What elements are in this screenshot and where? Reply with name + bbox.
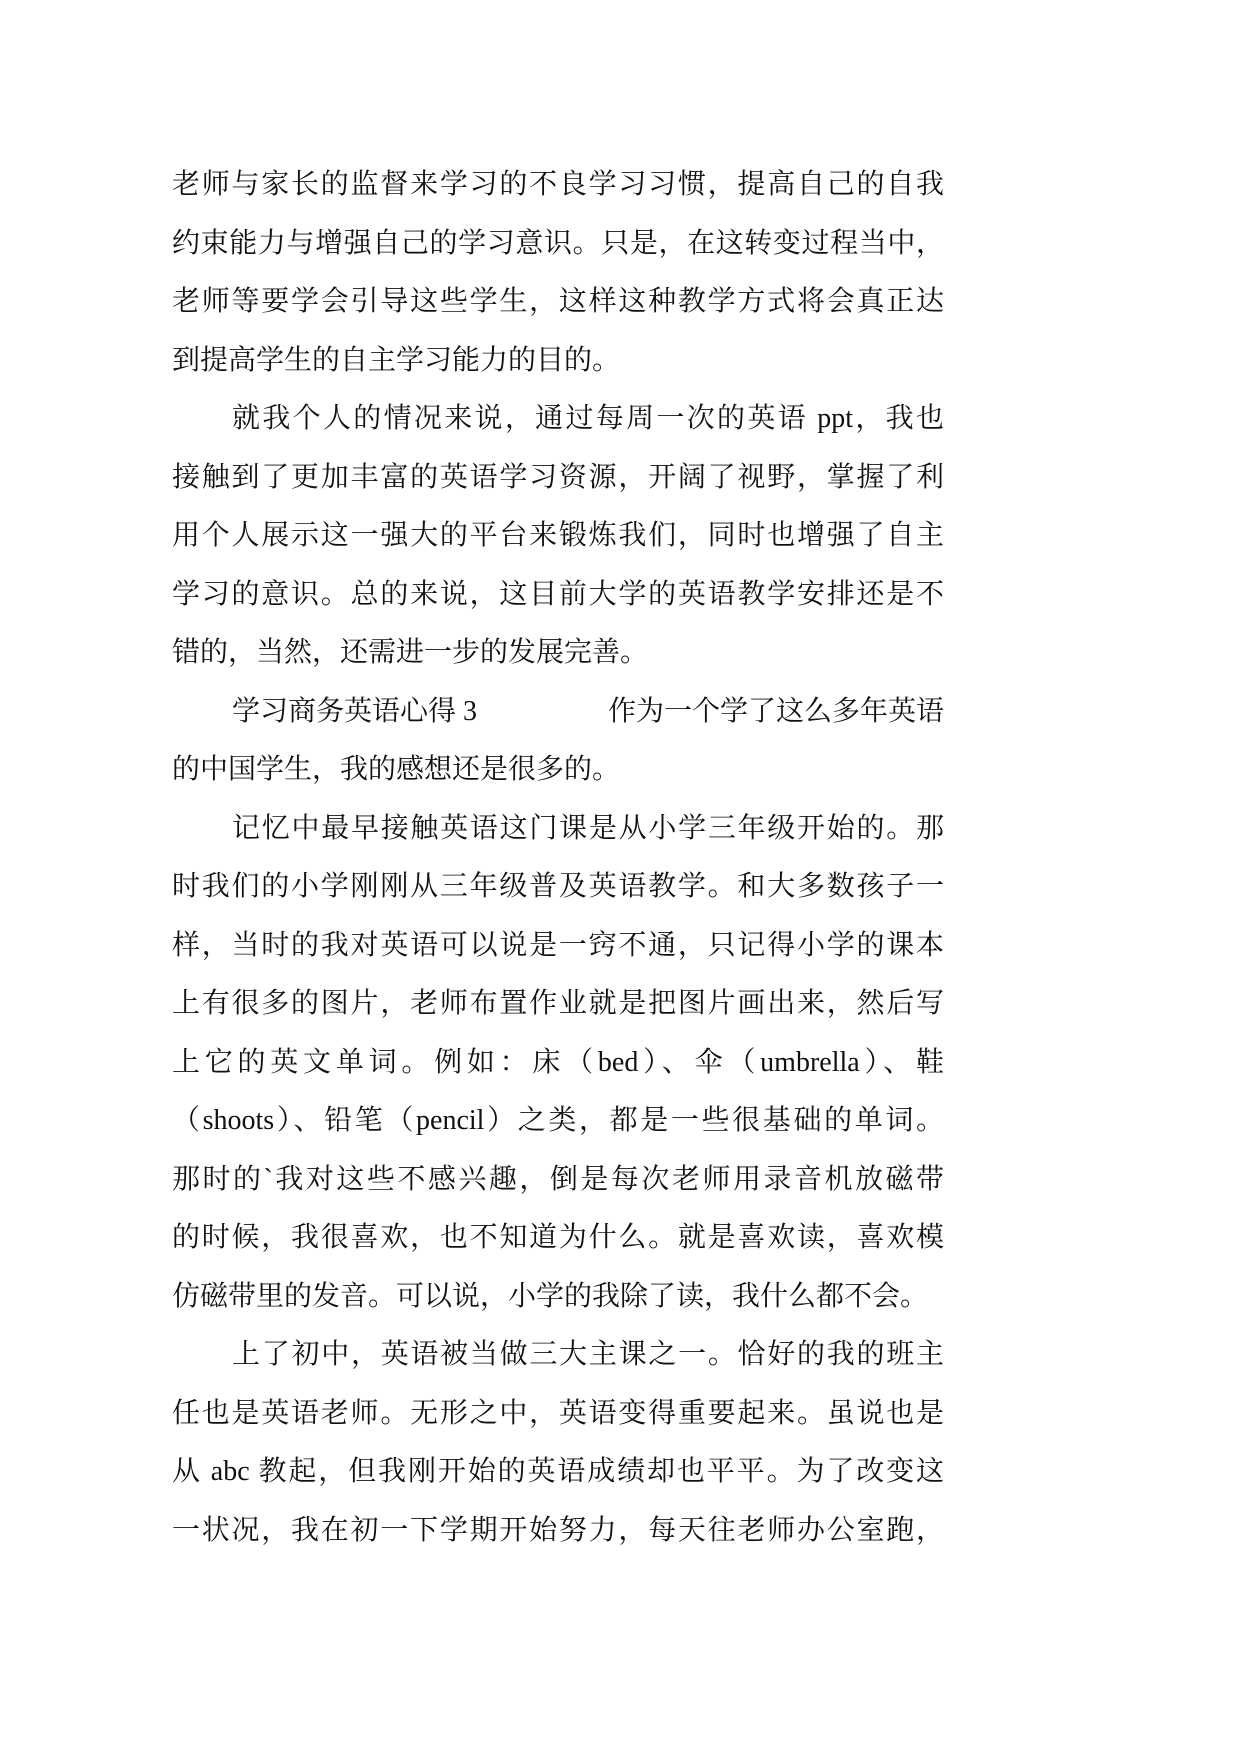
paragraph xyxy=(172,1326,944,1560)
text-line: 学习的意识。总的来说，这目前大学的英语教学安排还是不 xyxy=(172,578,944,610)
text-line: 那时的`我对这些不感兴趣，倒是每次老师用录音机放磁带 xyxy=(172,1163,944,1195)
text-line: 的中国学生，我的感想还是很多的。 xyxy=(172,754,621,785)
text-line: 到提高学生的自主学习能力的目的。 xyxy=(172,344,621,376)
text-line: 从 abc 教起，但我刚开始的英语成绩却也平平。为了改变这 xyxy=(172,1456,944,1487)
text-line: 记忆中最早接触英语这门课是从小学三年级开始的。那 xyxy=(232,812,944,844)
text-line: 样，当时的我对英语可以说是一窍不通，只记得小学的课本 xyxy=(172,929,944,961)
text-line: 错的，当然，还需进一步的发展完善。 xyxy=(172,637,649,668)
text-line: 时我们的小学刚刚从三年级普及英语教学。和大多数孩子一 xyxy=(172,871,944,902)
text-line: 接触到了更加丰富的英语学习资源，开阔了视野，掌握了利 xyxy=(172,461,944,493)
paragraph xyxy=(172,156,944,390)
text-line: 用个人展示这一强大的平台来锻炼我们，同时也增强了自主 xyxy=(172,520,944,551)
document-page xyxy=(172,156,944,1560)
text-line: 仿磁带里的发音。可以说，小学的我除了读，我什么都不会。 xyxy=(172,1280,929,1312)
text-line: 上有很多的图片，老师布置作业就是把图片画出来，然后写 xyxy=(172,988,944,1019)
text-line: （shoots）、铅笔（pencil）之类，都是一些很基础的单词。 xyxy=(172,1105,944,1136)
text-line: 约束能力与增强自己的学习意识。只是，在这转变过程当中， xyxy=(172,227,944,259)
text-line: 的时候，我很喜欢，也不知道为什么。就是喜欢读，喜欢模 xyxy=(172,1222,944,1253)
text-line: 就我个人的情况来说，通过每周一次的英语 ppt，我也 xyxy=(232,403,944,434)
text-line: 上了初中，英语被当做三大主课之一。恰好的我的班主 xyxy=(232,1339,944,1370)
paragraph xyxy=(172,390,944,683)
text-line-segment: 作为一个学了这么多年英语 xyxy=(607,695,944,727)
text-line: 老师与家长的监督来学习的不良学习习惯，提高自己的自我 xyxy=(172,169,944,200)
section-title: 学习商务英语心得 3 xyxy=(232,695,478,727)
text-line: 上它的英文单词。例如：床（bed）、伞（umbrella）、鞋 xyxy=(172,1046,944,1078)
paragraph xyxy=(172,800,944,1327)
text-line: 任也是英语老师。无形之中，英语变得重要起来。虽说也是 xyxy=(172,1397,944,1429)
text-line xyxy=(172,683,944,742)
text-line: 老师等要学会引导这些学生，这样这种教学方式将会真正达 xyxy=(172,286,944,317)
paragraph xyxy=(172,683,944,800)
text-line: 一状况，我在初一下学期开始努力，每天往老师办公室跑， xyxy=(172,1514,944,1546)
